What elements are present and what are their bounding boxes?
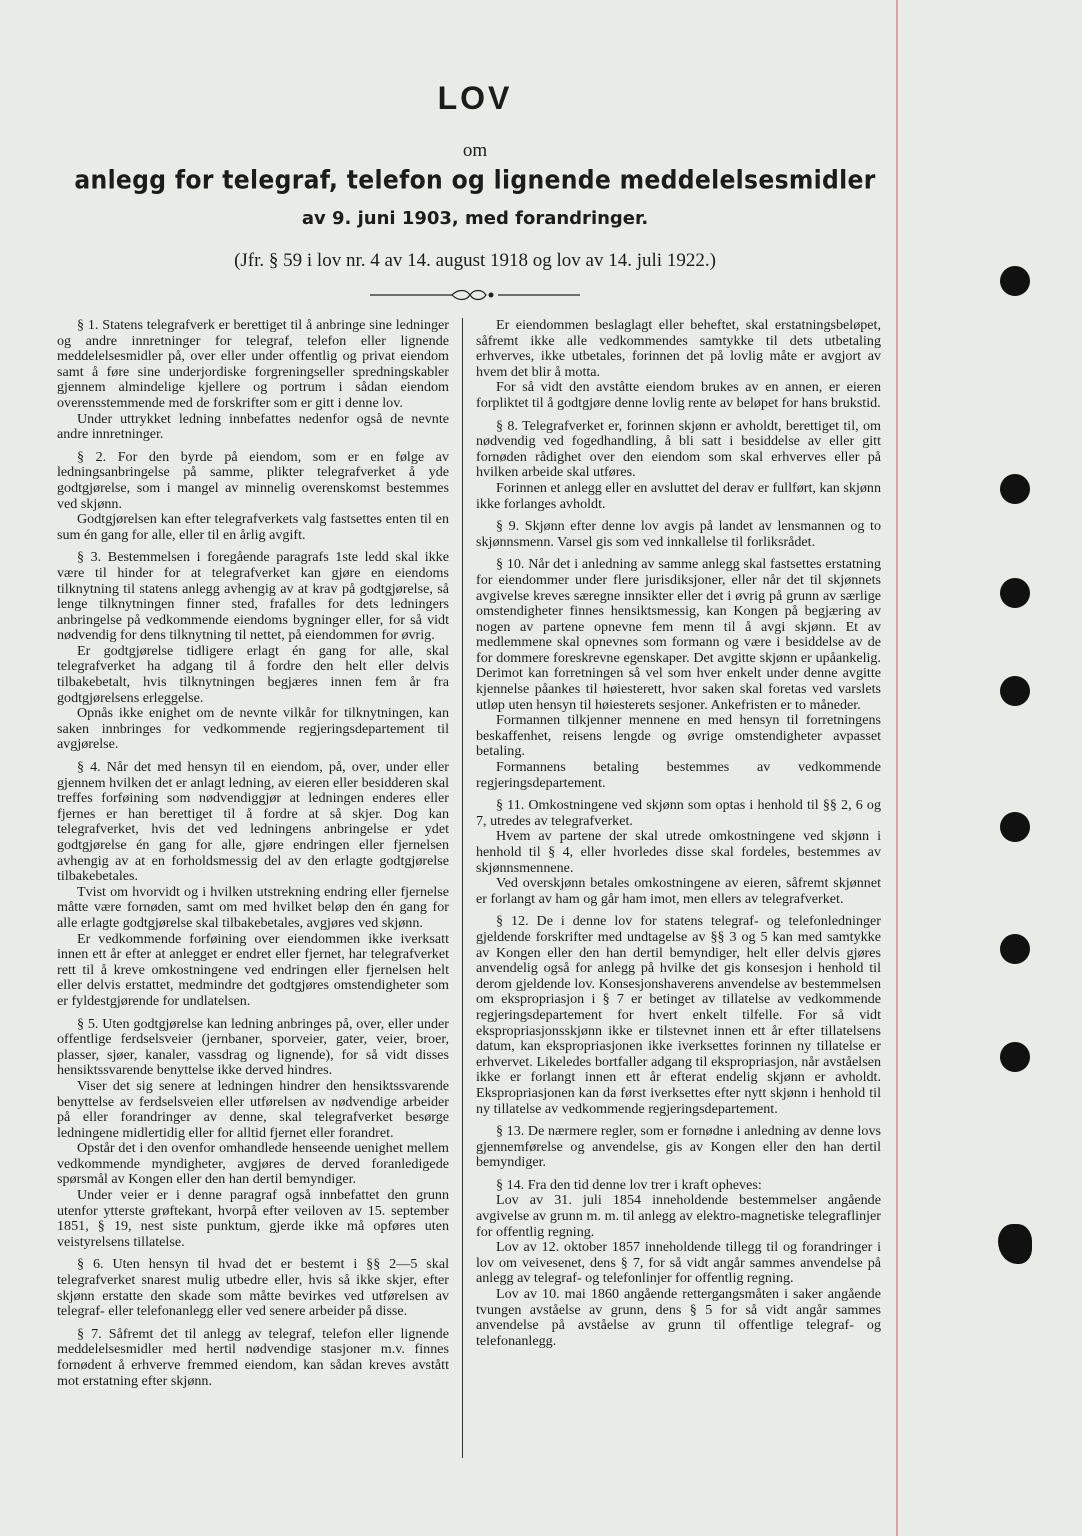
- paragraph: Lov av 12. oktober 1857 inneholdende tillegg til og forandringer i lov om veivesenet, dens § 7, for så vidt angår sammes anvendelse på anlegg av telegraf- og telefonlinjer for offentlig regning.: [476, 1239, 881, 1287]
- section-paragraph: § 13. De nærmere regler, som er fornødne i anledning av denne lovs gjennemførelse og anvendelse, gis av Kongen eller den han dertil bemyndiger.: [476, 1123, 881, 1171]
- document-subtitle: av 9. juni 1903, med forandringer.: [301, 208, 649, 229]
- column-divider: [462, 318, 463, 1458]
- paragraph: For så vidt den avståtte eiendom brukes av en annen, er eieren forpliktet til å godtgjøre denne lovlig rente av beløpet for hans brukstid.: [476, 379, 881, 411]
- paragraph: Lov av 31. juli 1854 inneholdende bestemmelser angående avgivelse av grunn m. m. til anlegg av elektro-magnetiske telegraflinjer for offentlig regning.: [476, 1192, 881, 1240]
- document-reference: (Jfr. § 59 i lov nr. 4 av 14. august 1918 og lov av 14. juli 1922.): [234, 250, 716, 271]
- paragraph: Er godtgjørelse tidligere erlagt én gang for alle, skal telegrafverket ha adgang til å fordre den helt eller delvis tilbakebetalt, hvis tilknytningen begjæres innen fem år fra godtgjørelsens erleggelse.: [57, 642, 449, 706]
- section-paragraph: § 9. Skjønn efter denne lov avgis på landet av lensmannen og to skjønnsmenn. Varsel gis som ved innkallelse til forliksrådet.: [476, 518, 881, 550]
- paragraph: Er vedkommende forføining over eiendommen ikke iverksatt innen ett år efter at anlegget er endret eller fjernet, har telegrafverket rett til å kreve omkostningene ved endringen eller fjernelsen helt eller delvis erstattet, medmindre det godtgjøres omstendigheter som er fyldestgjørende for undlatelsen.: [57, 930, 449, 1009]
- paragraph: Viser det sig senere at ledningen hindrer den hensiktssvarende benyttelse av ferdselsveien eller utførelsen av nødvendige arbeider på eller forandringer av denne, skal telegrafverket besørge ledningene midlertidig eller for alltid fjernet eller forandret.: [57, 1077, 449, 1141]
- paragraph: Lov av 10. mai 1860 angående rettergangsmåten i saker angående tvungen avståelse av grunn, dens § 5 for så vidt angår sammes anvendelse på avståelse av grunn til offentlige telegraf- og telefonanlegg.: [476, 1286, 881, 1349]
- punch-hole-icon: [1000, 812, 1030, 842]
- section-paragraph: § 11. Omkostningene ved skjønn som optas i henhold til §§ 2, 6 og 7, utredes av telegrafverket.: [476, 797, 881, 829]
- section-paragraph: § 3. Bestemmelsen i foregående paragrafs 1ste ledd skal ikke være til hinder for at telegrafverket kan gjøre en eiendoms tilknytning til statens anlegg avhengig av at krav på godtgjørelse, så lenge tilknytningen finner sted, frafalles for dets ledningers anbringelse på vedkommende eiendoms bygninger eller, for så vidt nødvendig for dens tilknytning til nettet, på eiendommen for øvrig.: [57, 549, 449, 644]
- paragraph: Formannens betaling bestemmes av vedkommende regjeringsdepartement.: [476, 759, 881, 791]
- punch-hole-icon: [998, 1224, 1032, 1264]
- right-column: [476, 318, 881, 1349]
- red-margin-line: [896, 0, 898, 1536]
- punch-hole-icon: [1000, 266, 1030, 296]
- document-title: anlegg for telegraf, telefon og lignende meddelelsesmidler: [74, 164, 876, 196]
- punch-hole-icon: [1000, 1042, 1030, 1072]
- section-paragraph: § 1. Statens telegrafverk er berettiget til å anbringe sine ledninger og andre innretninger for telegraf, telefon eller lignende meddelelsesmidler på, over eller under offentlig og privat eiendom samt å føre sine underjordiske forgreningseller spredningskabler gjennem almindelige kjellere og portrum i sådan eiendom overensstemmende med de forskrifter som er gitt i denne lov.: [57, 317, 449, 411]
- paragraph: Er eiendommen beslaglagt eller beheftet, skal erstatningsbeløpet, såfremt ikke alle vedkommendes samtykke til dets utbetaling erhverves, ikke utbetales, forinnen det på lovlig måte er avgjort av hvem det blir å motta.: [476, 317, 881, 380]
- ornament-divider-icon: [370, 288, 580, 302]
- paragraph: Under uttrykket ledning innbefattes nedenfor også de nevnte andre innretninger.: [57, 410, 449, 443]
- paragraph: Tvist om hvorvidt og i hvilken utstrekning endring eller fjernelse måtte være fornøden, samt om med hvilket beløp den én gang for alle erlagte godtgjørelse skal tilbakebetales, avgjøres ved skjønn.: [57, 883, 449, 931]
- paragraph: Under veier er i denne paragraf også innbefattet den grunn utenfor ytterste grøftekant, hvorpå efter veiloven av 15. september 1851, § 19, nest siste punktum, gjerde ikke må opføres uten veistyrelsens tillatelse.: [57, 1187, 449, 1250]
- section-paragraph: § 5. Uten godtgjørelse kan ledning anbringes på, over, eller under offentlige ferdselsveier (jernbaner, sporveier, gater, veier, broer, plasser, sjøer, kanaler, vassdrag og lignende), for så vidt disses hensiktssvarende benyttelse ikke derved hindres.: [57, 1015, 449, 1079]
- section-paragraph: § 12. De i denne lov for statens telegraf- og telefonledninger gjeldende forskrifter med undtagelse av §§ 3 og 5 kan med samtykke av Kongen eller den han dertil bemyndiger, helt eller delvis gjøres anvendelig også for anlegg på hvilke det gis konsesjon i henhold til derom gjeldende lov. Konsesjonshaverens anvendelse av bestemmelsen om ekspropriasjon i § 7 er betinget av tillatelse av vedkommende regjeringsdepartement for hvert enkelt tilfelle. For så vidt ekspropriasjonsskjønn ikke er tilstevnet innen ett år efter tillatelsens datum, kan ekspropriasjonen ikke iverksettes forinnen ny tillatelse er erhvervet. Likeledes bortfaller adgang til ekspropriasjon, når avståelsen ikke er forlangt innen ett år efterat endelig skjønn er avholdt. Ekspropriasjonen kan da først iverksettes efter nytt skjønn i henhold til ny tillatelse av vedkommende regjeringsdepartement.: [476, 913, 881, 1117]
- section-paragraph: § 7. Såfremt det til anlegg av telegraf, telefon eller lignende meddelelsesmidler med hertil nødvendige stasjoner m.v. finnes fornødent å erhverve fremmed eiendom, kan sådan kreves avstått mot erstatning efter skjønn.: [57, 1325, 449, 1389]
- punch-hole-icon: [1000, 676, 1030, 706]
- heading-om: om: [462, 140, 488, 161]
- paragraph: Forinnen et anlegg eller en avsluttet del derav er fullført, kan skjønn ikke forlanges avholdt.: [476, 479, 881, 512]
- document-heading: LOV: [437, 80, 513, 116]
- section-paragraph: § 4. Når det med hensyn til en eiendom, på, over, under eller gjennem hvilken det er anlagt ledning, av eieren eller besidderen skal treffes forføining som nødvendiggjør at ledningen enderes eller fjernes er han berettiget til å fordre at så skjer. Dog kan telegrafverket, hvis det ved ledningens anbringelse er ydet godtgjørelse én gang for alle, gjøre endringen eller fjernelsen avhengig av at en forholdsmessig del av den erlagte godtgjørelse tilbakebetales.: [57, 759, 449, 885]
- paragraph: Opnås ikke enighet om de nevnte vilkår for tilknytningen, kan saken innbringes for vedkommende regjeringsdepartement til avgjørelse.: [57, 705, 449, 753]
- section-paragraph: § 14. Fra den tid denne lov trer i kraft opheves:: [496, 1176, 762, 1193]
- paragraph: Formannen tilkjenner mennene en med hensyn til forretningens beskaffenhet, reisens lengde og øvrige omstendigheter avpasset betaling.: [476, 712, 881, 760]
- left-column: [57, 318, 449, 1389]
- punch-hole-icon: [1000, 578, 1030, 608]
- section-paragraph: § 10. Når det i anledning av samme anlegg skal fastsettes erstatning for eiendommer under flere jurisdiksjoner, eller når det til skjønnets avgivelse kreves særegne innsikter eller det i øvrig på grunn av særlige omstendigheter finnes hensiktsmessig, kan Kongen på begjæring av nogen av partene opnevne fem menn til å avgi skjønn. Et av medlemmene skal opnevnes som formann og være i besiddelse av de for dommere foreskrevne egenskaper. Det avgitte skjønn er upåankelig. Derimot kan forretningen så vel som hver enkelt under denne avgitte kjennelse påankes til høiesterett, hvor saken skal foretas ved varslets utløp uten hensyn til høiesterets sesjoner. Ankefristen er to måneder.: [476, 556, 881, 713]
- paragraph: Opstår det i den ovenfor omhandlede henseende uenighet mellem vedkommende myndigheter, avgjøres de derved foranledigede spørsmål av Kongen eller den han dertil bemyndiger.: [57, 1140, 449, 1188]
- paragraph: Hvem av partene der skal utrede omkostningene ved skjønn i henhold til § 4, eller hvorledes disse skal fordeles, bestemmes av skjønnsmennene.: [476, 828, 881, 876]
- paragraph: Ved overskjønn betales omkostningene av eieren, såfremt skjønnet er forlangt av ham og går ham imot, men ellers av telegrafverket.: [476, 875, 881, 907]
- punch-hole-icon: [1000, 934, 1030, 964]
- paragraph: Godtgjørelsen kan efter telegrafverkets valg fastsettes enten til en sum én gang for alle, eller til en årlig avgift.: [57, 511, 449, 543]
- section-paragraph: § 6. Uten hensyn til hvad det er bestemt i §§ 2—5 skal telegrafverket snarest mulig utbedre eller, hvis så ikke skjer, efter skjønn erstatte den skade som måtte bevirkes ved utførelsen av telegraf- eller telefonanlegg eller ved senere arbeider på disse.: [57, 1256, 449, 1320]
- section-paragraph: § 2. For den byrde på eiendom, som er en følge av ledningsanbringelse på samme, plikter telegrafverket å yde godtgjørelse, som i mangel av minnelig overenskomst bestemmes ved skjønn.: [57, 448, 449, 512]
- section-paragraph: § 8. Telegrafverket er, forinnen skjønn er avholdt, berettiget til, om nødvendig ved fogedhandling, å bli satt i besiddelse av eller gitt fornøden rådighet over den eiendom som skal erhverves eller på hvilken arbeide skal utføres.: [476, 417, 881, 481]
- punch-hole-icon: [1000, 474, 1030, 504]
